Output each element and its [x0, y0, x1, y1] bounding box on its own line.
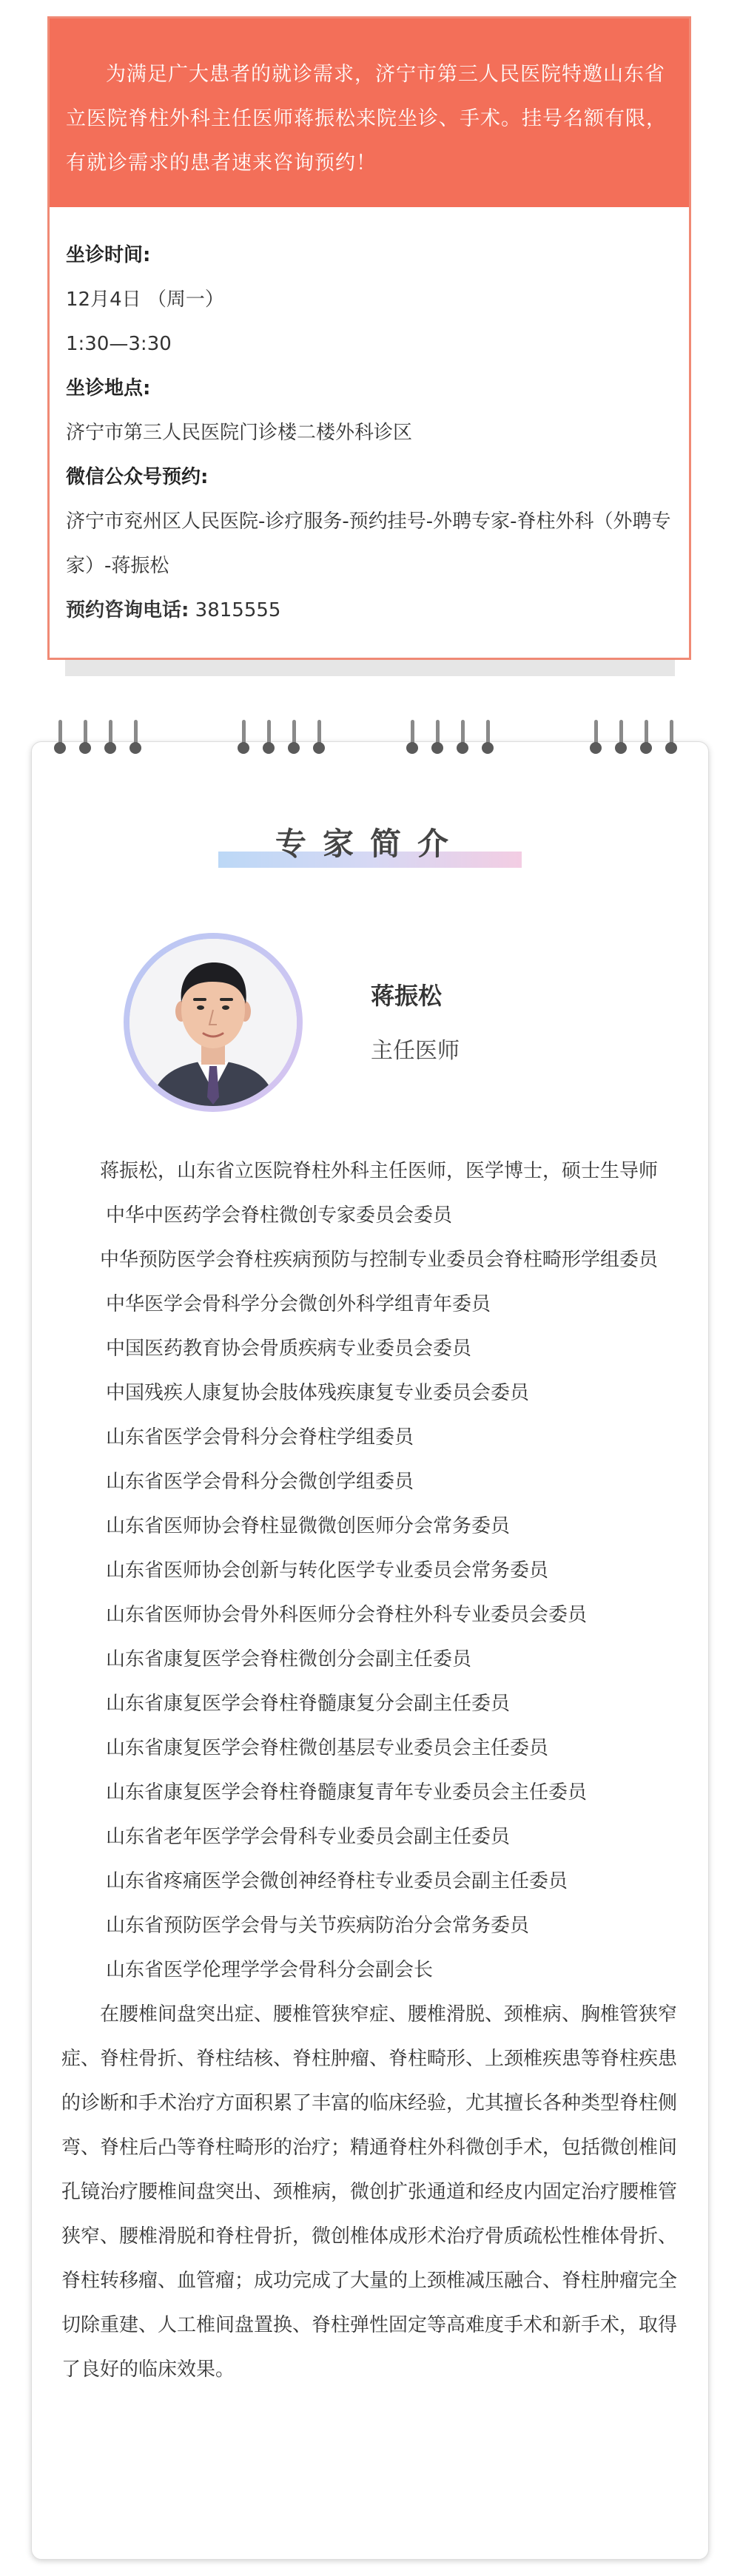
binder-ring-icon — [54, 720, 66, 760]
bio-role-item: 中华中医药学会脊柱微创专家委员会委员 — [106, 1204, 453, 1227]
doctor-title: 主任医师 — [371, 1038, 460, 1064]
binder-ring-icon — [313, 720, 325, 760]
binder-ring-icon — [104, 720, 116, 760]
bio-role-item: 山东省预防医学会骨与关节疾病防治分会常务委员 — [106, 1915, 530, 1937]
doctor-avatar — [130, 939, 297, 1106]
bio-role-item: 山东省康复医学会脊柱脊髓康复青年专业委员会主任委员 — [106, 1781, 588, 1804]
binder-ring-icon — [130, 720, 141, 760]
bio-role-item: 山东省医学会骨科分会脊柱学组委员 — [106, 1426, 414, 1449]
binder-ring-icon — [288, 720, 300, 760]
bio-role-item: 中华预防医学会脊柱疾病预防与控制专业委员会脊柱畸形学组委员 — [100, 1249, 659, 1271]
bio-role-item: 山东省医师协会脊柱显微微创医师分会常务委员 — [106, 1515, 511, 1537]
binder-ring-icon — [431, 720, 443, 760]
phone-number: 3815555 — [195, 599, 281, 621]
binder-ring-icon — [482, 720, 494, 760]
doctor-biography — [61, 1149, 679, 2392]
bio-role-item: 山东省医学伦理学学会骨科分会副会长 — [106, 1959, 434, 1981]
clinic-location: 济宁市第三人民医院门诊楼二楼外科诊区 — [66, 422, 413, 444]
bio-experience: 在腰椎间盘突出症、腰椎管狭窄症、腰椎滑脱、颈椎病、胸椎管狭窄症、脊柱骨折、脊柱结核、脊柱肿瘤、脊柱畸形、上颈椎疾患等脊柱疾患的诊断和手术治疗方面积累了丰富的临床经验，尤其擅长各种类型脊柱侧弯、脊柱后凸等脊柱畸形的治疗；精通脊柱外科微创手术，包括微创椎间孔镜治疗腰椎间盘突出、颈椎病，微创扩张通道和经皮内固定治疗腰椎管狭窄、腰椎滑脱和脊柱骨折，微创椎体成形术治疗骨质疏松性椎体骨折、脊柱转移瘤、血管瘤；成功完成了大量的上颈椎减压融合、脊柱肿瘤完全切除重建、人工椎间盘置换、脊柱弹性固定等高难度手术和新手术，取得了良好的临床效果。 — [61, 2003, 678, 2381]
bio-role-item: 山东省康复医学会脊柱脊髓康复分会副主任委员 — [106, 1693, 511, 1715]
bio-role-item: 中国医药教育协会骨质疾病专业委员会委员 — [106, 1338, 472, 1360]
bio-role-item: 山东省老年医学学会骨科专业委员会副主任委员 — [106, 1826, 511, 1848]
bio-role-item: 山东省医学会骨科分会微创学组委员 — [106, 1471, 414, 1493]
phone-row — [66, 588, 673, 633]
binder-ring-icon — [238, 720, 249, 760]
clinic-location-label: 坐诊地点: — [66, 377, 151, 399]
binder-ring-icon — [406, 720, 418, 760]
notice-banner-text: 为满足广大患者的就诊需求，济宁市第三人民医院特邀山东省立医院脊柱外科主任医师蒋振松来院坐诊、手术。挂号名额有限，有就诊需求的患者速来咨询预约！ — [66, 63, 667, 175]
clinic-date: 12月4日 （周一） — [66, 289, 224, 311]
avatar-frame — [124, 933, 303, 1112]
bio-role-item: 山东省医师协会创新与转化医学专业委员会常务委员 — [106, 1560, 549, 1582]
expert-profile-notebook — [31, 741, 709, 2560]
phone-label: 预约咨询电话: — [66, 599, 189, 621]
doctor-name: 蒋振松 — [371, 982, 443, 1010]
wechat-booking-label: 微信公众号预约: — [66, 466, 209, 488]
bio-role-item: 中国残疾人康复协会肢体残疾康复专业委员会委员 — [106, 1382, 530, 1404]
binder-ring-icon — [457, 720, 468, 760]
bio-role-item: 中华医学会骨科学分会微创外科学组青年委员 — [106, 1293, 491, 1315]
appointment-notice-card — [47, 16, 691, 660]
bio-role-item: 山东省疼痛医学会微创神经脊柱专业委员会副主任委员 — [106, 1870, 568, 1892]
section-title: 专家简介 — [275, 826, 465, 862]
card-shadow-bar — [65, 660, 675, 676]
bio-role-item: 山东省医师协会骨外科医师分会脊柱外科专业委员会委员 — [106, 1604, 588, 1626]
binder-ring-icon — [263, 720, 275, 760]
binder-ring-icon — [615, 720, 627, 760]
notice-details — [66, 233, 673, 633]
clinic-hours: 1:30—3:30 — [66, 333, 172, 355]
binder-ring-icon — [590, 720, 602, 760]
clinic-time-label: 坐诊时间: — [66, 244, 151, 266]
binder-ring-icon — [640, 720, 652, 760]
binder-ring-icon — [665, 720, 677, 760]
wechat-booking-path: 济宁市兖州区人民医院-诊疗服务-预约挂号-外聘专家-脊柱外科（外聘专家）-蒋振松 — [66, 510, 671, 577]
bio-role-item: 山东省康复医学会脊柱微创分会副主任委员 — [106, 1648, 472, 1670]
doctor-portrait-icon — [130, 939, 297, 1106]
notice-banner — [50, 18, 689, 207]
binder-ring-icon — [79, 720, 91, 760]
bio-intro: 蒋振松，山东省立医院脊柱外科主任医师，医学博士，硕士生导师 — [100, 1160, 659, 1182]
bio-role-item: 山东省康复医学会脊柱微创基层专业委员会主任委员 — [106, 1737, 549, 1759]
